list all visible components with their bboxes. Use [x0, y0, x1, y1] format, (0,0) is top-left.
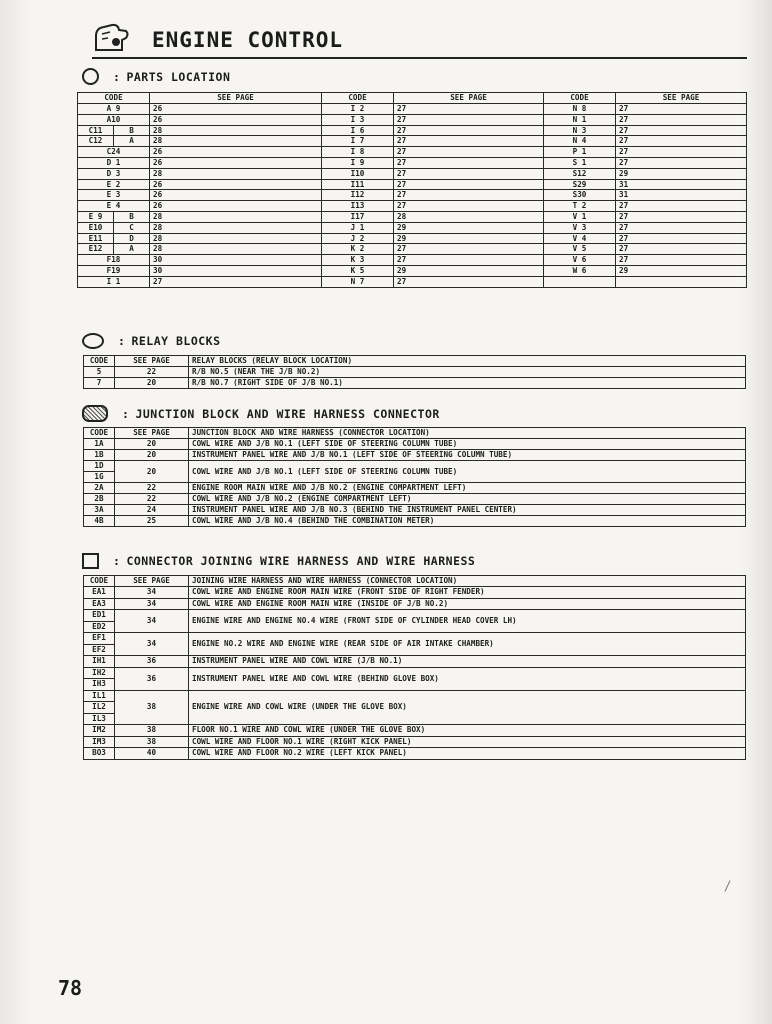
code-value: 4B: [94, 516, 104, 525]
code-cell: F19: [78, 265, 150, 276]
see-page-cell: 34: [115, 587, 189, 599]
code-value: 2B: [94, 494, 104, 503]
relay-blocks-table: [83, 355, 746, 389]
code-value: 1A: [94, 439, 104, 448]
code-cell: K 3: [322, 255, 394, 266]
see-page-cell: 27: [150, 276, 322, 287]
code-cell: S12: [544, 168, 616, 179]
code-cell: [84, 483, 115, 494]
code-cell: E12: [78, 244, 114, 255]
table-row: [78, 201, 747, 212]
see-page-cell: 28: [150, 168, 322, 179]
code-value: ED1: [92, 610, 106, 619]
sub-code-cell: A: [114, 244, 150, 255]
code-cell: W 6: [544, 265, 616, 276]
code-cell: N 7: [322, 276, 394, 287]
see-page-cell: 29: [394, 265, 544, 276]
see-page-cell: 27: [616, 222, 747, 233]
see-page-cell: 31: [616, 190, 747, 201]
see-page-cell: 40: [115, 748, 189, 760]
page-header: [92, 22, 747, 58]
see-page-cell: [616, 276, 747, 287]
code-value: EF2: [84, 644, 114, 656]
code-value: IH2: [92, 667, 106, 677]
see-page-cell: 38: [115, 690, 189, 725]
see-page-cell: 27: [616, 211, 747, 222]
description-cell: ENGINE WIRE AND ENGINE NO.4 WIRE (FRONT SIDE OF CYLINDER HEAD COVER LH): [189, 610, 746, 633]
table-row: [84, 633, 746, 656]
table-row: [84, 667, 746, 690]
see-page-cell: 38: [115, 725, 189, 737]
table-row: [84, 587, 746, 599]
see-page-cell: 27: [616, 136, 747, 147]
code-cell: D 3: [78, 168, 150, 179]
table-row: [78, 168, 747, 179]
code-cell: [84, 587, 115, 599]
code-cell: 5: [84, 367, 115, 378]
hatched-oval-icon: [82, 405, 108, 422]
see-page-cell: 25: [115, 516, 189, 527]
code-cell: C24: [78, 147, 150, 158]
code-cell: S30: [544, 190, 616, 201]
see-page-cell: 27: [394, 136, 544, 147]
code-cell: V 6: [544, 255, 616, 266]
code-cell: J 2: [322, 233, 394, 244]
code-cell: I 9: [322, 157, 394, 168]
see-page-cell: 27: [394, 157, 544, 168]
description-cell: INSTRUMENT PANEL WIRE AND J/B NO.1 (LEFT SIDE OF STEERING COLUMN TUBE): [189, 450, 746, 461]
table-row: [78, 265, 747, 276]
table-row: [84, 461, 746, 483]
see-page-cell: 27: [394, 201, 544, 212]
table-row: [78, 104, 747, 115]
square-icon: [82, 553, 99, 569]
table-row: [78, 136, 747, 147]
description-cell: COWL WIRE AND J/B NO.1 (LEFT SIDE OF STEERING COLUMN TUBE): [189, 439, 746, 450]
code-cell: K 5: [322, 265, 394, 276]
code-value: IM2: [92, 725, 106, 734]
code-cell: [84, 439, 115, 450]
circle-icon: [82, 68, 99, 85]
code-cell: N 1: [544, 114, 616, 125]
table-row: [78, 233, 747, 244]
sub-code-cell: B: [114, 211, 150, 222]
code-value: IL2: [84, 701, 114, 713]
code-cell: C11: [78, 125, 114, 136]
code-value: IH3: [84, 678, 114, 690]
code-cell: E 2: [78, 179, 150, 190]
description-cell: INSTRUMENT PANEL WIRE AND COWL WIRE (J/B NO.1): [189, 656, 746, 668]
sub-code-cell: B: [114, 125, 150, 136]
table-row: [78, 179, 747, 190]
parts-location-table: [77, 92, 747, 288]
see-page-cell: 27: [394, 179, 544, 190]
code-value: BO3: [92, 748, 106, 757]
see-page-cell: 28: [150, 211, 322, 222]
code-cell: A10: [78, 114, 150, 125]
see-page-cell: 27: [616, 255, 747, 266]
code-cell: I 8: [322, 147, 394, 158]
sub-code-cell: C: [114, 222, 150, 233]
sub-code-cell: D: [114, 233, 150, 244]
see-page-cell: 38: [115, 736, 189, 748]
see-page-cell: 27: [394, 276, 544, 287]
code-cell: V 5: [544, 244, 616, 255]
code-cell: [84, 736, 115, 748]
description-cell: COWL WIRE AND J/B NO.2 (ENGINE COMPARTMENT LEFT): [189, 494, 746, 505]
code-cell: [84, 494, 115, 505]
description-cell: INSTRUMENT PANEL WIRE AND J/B NO.3 (BEHIND THE INSTRUMENT PANEL CENTER): [189, 505, 746, 516]
table-header-row: CODE SEE PAGE JUNCTION BLOCK AND WIRE HARNESS (CONNECTOR LOCATION): [84, 428, 746, 439]
see-page-cell: 27: [616, 104, 747, 115]
code-cell: I 1: [78, 276, 150, 287]
see-page-cell: 34: [115, 633, 189, 656]
see-page-cell: 26: [150, 104, 322, 115]
description-cell: ENGINE NO.2 WIRE AND ENGINE WIRE (REAR SIDE OF AIR INTAKE CHAMBER): [189, 633, 746, 656]
description-cell: R/B NO.7 (RIGHT SIDE OF J/B NO.1): [189, 378, 746, 389]
code-cell: V 1: [544, 211, 616, 222]
code-cell: [84, 656, 115, 668]
see-page-cell: 26: [150, 147, 322, 158]
see-page-cell: 26: [150, 190, 322, 201]
code-cell: [84, 461, 115, 483]
code-cell: I 2: [322, 104, 394, 115]
page-number: 78: [58, 976, 83, 1000]
code-cell: [84, 516, 115, 527]
see-page-cell: 36: [115, 667, 189, 690]
code-cell: 7: [84, 378, 115, 389]
description-cell: COWL WIRE AND FLOOR NO.1 WIRE (RIGHT KICK PANEL): [189, 736, 746, 748]
see-page-cell: 27: [616, 244, 747, 255]
code-cell: T 2: [544, 201, 616, 212]
code-cell: [544, 276, 616, 287]
code-cell: N 8: [544, 104, 616, 115]
code-cell: [84, 748, 115, 760]
code-cell: I 7: [322, 136, 394, 147]
code-value: 2A: [94, 483, 104, 492]
see-page-cell: 27: [616, 157, 747, 168]
code-cell: [84, 633, 115, 656]
description-cell: FLOOR NO.1 WIRE AND COWL WIRE (UNDER THE GLOVE BOX): [189, 725, 746, 737]
table-row: [84, 439, 746, 450]
table-row: [84, 450, 746, 461]
code-value: 1G: [84, 471, 114, 482]
table-header-row: CODE SEE PAGE RELAY BLOCKS (RELAY BLOCK LOCATION): [84, 356, 746, 367]
code-cell: V 3: [544, 222, 616, 233]
code-cell: I17: [322, 211, 394, 222]
see-page-cell: 29: [394, 222, 544, 233]
code-value: EA1: [92, 587, 106, 596]
code-value: ED2: [84, 621, 114, 633]
table-row: [78, 255, 747, 266]
table-row: [78, 244, 747, 255]
junction-block-table: [83, 427, 746, 527]
sub-code-cell: A: [114, 136, 150, 147]
see-page-cell: 22: [115, 367, 189, 378]
code-cell: I13: [322, 201, 394, 212]
connector-joining-table: [83, 575, 746, 760]
table-row: [84, 610, 746, 633]
see-page-cell: 26: [150, 157, 322, 168]
code-value: EA3: [92, 598, 106, 608]
description-cell: COWL WIRE AND J/B NO.1 (LEFT SIDE OF STEERING COLUMN TUBE): [189, 461, 746, 483]
code-cell: K 2: [322, 244, 394, 255]
see-page-cell: 26: [150, 114, 322, 125]
see-page-cell: 27: [616, 147, 747, 158]
code-cell: I 3: [322, 114, 394, 125]
see-page-cell: 20: [115, 439, 189, 450]
description-cell: COWL WIRE AND J/B NO.4 (BEHIND THE COMBINATION METER): [189, 516, 746, 527]
description-cell: ENGINE ROOM MAIN WIRE AND J/B NO.2 (ENGINE COMPARTMENT LEFT): [189, 483, 746, 494]
see-page-cell: 28: [150, 136, 322, 147]
see-page-cell: 34: [115, 598, 189, 610]
table-row: [84, 494, 746, 505]
code-value: IM3: [92, 736, 106, 746]
see-page-cell: 27: [616, 233, 747, 244]
code-value: IL3: [84, 713, 114, 725]
code-cell: [84, 690, 115, 725]
code-cell: S 1: [544, 157, 616, 168]
table-row: [84, 598, 746, 610]
see-page-cell: 29: [616, 265, 747, 276]
description-cell: COWL WIRE AND FLOOR NO.2 WIRE (LEFT KICK PANEL): [189, 748, 746, 760]
code-value: 1D: [94, 461, 104, 470]
description-cell: INSTRUMENT PANEL WIRE AND COWL WIRE (BEHIND GLOVE BOX): [189, 667, 746, 690]
table-row: [78, 157, 747, 168]
see-page-cell: 29: [616, 168, 747, 179]
junction-block-title: : JUNCTION BLOCK AND WIRE HARNESS CONNECTOR: [82, 405, 440, 422]
description-cell: COWL WIRE AND ENGINE ROOM MAIN WIRE (FRONT SIDE OF RIGHT FENDER): [189, 587, 746, 599]
table-row: [84, 367, 746, 378]
description-cell: COWL WIRE AND ENGINE ROOM MAIN WIRE (INSIDE OF J/B NO.2): [189, 598, 746, 610]
code-cell: E11: [78, 233, 114, 244]
see-page-cell: 29: [394, 233, 544, 244]
relay-blocks-title: : RELAY BLOCKS: [82, 333, 221, 349]
table-row: [78, 211, 747, 222]
code-cell: I10: [322, 168, 394, 179]
see-page-cell: 26: [150, 179, 322, 190]
table-row: [84, 748, 746, 760]
see-page-cell: 27: [394, 168, 544, 179]
table-row: [78, 190, 747, 201]
see-page-cell: 28: [150, 244, 322, 255]
see-page-cell: 31: [616, 179, 747, 190]
description-cell: ENGINE WIRE AND COWL WIRE (UNDER THE GLOVE BOX): [189, 690, 746, 725]
code-cell: C12: [78, 136, 114, 147]
code-value: EF1: [92, 633, 106, 642]
header-rule: [92, 57, 747, 59]
code-cell: [84, 505, 115, 516]
see-page-cell: 28: [150, 222, 322, 233]
table-row: [84, 725, 746, 737]
see-page-cell: 27: [394, 104, 544, 115]
code-cell: P 1: [544, 147, 616, 158]
code-cell: E 4: [78, 201, 150, 212]
code-value: IH1: [92, 656, 106, 665]
see-page-cell: 28: [150, 125, 322, 136]
see-page-cell: 34: [115, 610, 189, 633]
table-row: [84, 736, 746, 748]
code-cell: E 9: [78, 211, 114, 222]
code-cell: J 1: [322, 222, 394, 233]
code-cell: D 1: [78, 157, 150, 168]
table-row: [84, 505, 746, 516]
code-cell: I12: [322, 190, 394, 201]
table-row: [84, 378, 746, 389]
see-page-cell: 27: [394, 114, 544, 125]
table-row: [84, 656, 746, 668]
oval-icon: [82, 333, 104, 349]
table-row: [78, 276, 747, 287]
see-page-cell: 30: [150, 265, 322, 276]
code-value: IL1: [92, 690, 106, 700]
code-cell: A 9: [78, 104, 150, 115]
see-page-cell: 30: [150, 255, 322, 266]
see-page-cell: 20: [115, 461, 189, 483]
see-page-cell: 27: [616, 125, 747, 136]
engine-icon: [92, 22, 130, 54]
code-cell: E10: [78, 222, 114, 233]
code-cell: F18: [78, 255, 150, 266]
see-page-cell: 22: [115, 494, 189, 505]
table-header-row: CODE SEE PAGE JOINING WIRE HARNESS AND WIRE HARNESS (CONNECTOR LOCATION): [84, 576, 746, 587]
code-cell: V 4: [544, 233, 616, 244]
see-page-cell: 27: [616, 201, 747, 212]
parts-location-title: : PARTS LOCATION: [82, 68, 230, 85]
table-header-row: CODE SEE PAGE CODE SEE PAGE CODE SEE PAGE: [78, 93, 747, 104]
code-value: 3A: [94, 505, 104, 514]
table-row: [84, 516, 746, 527]
code-cell: N 4: [544, 136, 616, 147]
table-row: [84, 690, 746, 725]
code-cell: [84, 610, 115, 633]
see-page-cell: 36: [115, 656, 189, 668]
see-page-cell: 27: [394, 244, 544, 255]
description-cell: R/B NO.5 (NEAR THE J/B NO.2): [189, 367, 746, 378]
page-title: ENGINE CONTROL: [152, 28, 344, 52]
table-row: [84, 483, 746, 494]
connector-joining-title: : CONNECTOR JOINING WIRE HARNESS AND WIRE HARNESS: [82, 553, 475, 569]
see-page-cell: 22: [115, 483, 189, 494]
see-page-cell: 27: [394, 125, 544, 136]
code-cell: [84, 450, 115, 461]
see-page-cell: 20: [115, 378, 189, 389]
see-page-cell: 28: [150, 233, 322, 244]
code-cell: S29: [544, 179, 616, 190]
code-value: 1B: [94, 450, 104, 459]
table-row: [78, 125, 747, 136]
see-page-cell: 27: [394, 190, 544, 201]
code-cell: [84, 598, 115, 610]
code-cell: [84, 667, 115, 690]
see-page-cell: 24: [115, 505, 189, 516]
code-cell: E 3: [78, 190, 150, 201]
code-cell: N 3: [544, 125, 616, 136]
code-cell: I11: [322, 179, 394, 190]
see-page-cell: 27: [394, 255, 544, 266]
see-page-cell: 20: [115, 450, 189, 461]
see-page-cell: 27: [394, 147, 544, 158]
see-page-cell: 28: [394, 211, 544, 222]
see-page-cell: 26: [150, 201, 322, 212]
code-cell: I 6: [322, 125, 394, 136]
code-cell: [84, 725, 115, 737]
table-row: [78, 222, 747, 233]
table-row: [78, 147, 747, 158]
table-row: [78, 114, 747, 125]
see-page-cell: 27: [616, 114, 747, 125]
